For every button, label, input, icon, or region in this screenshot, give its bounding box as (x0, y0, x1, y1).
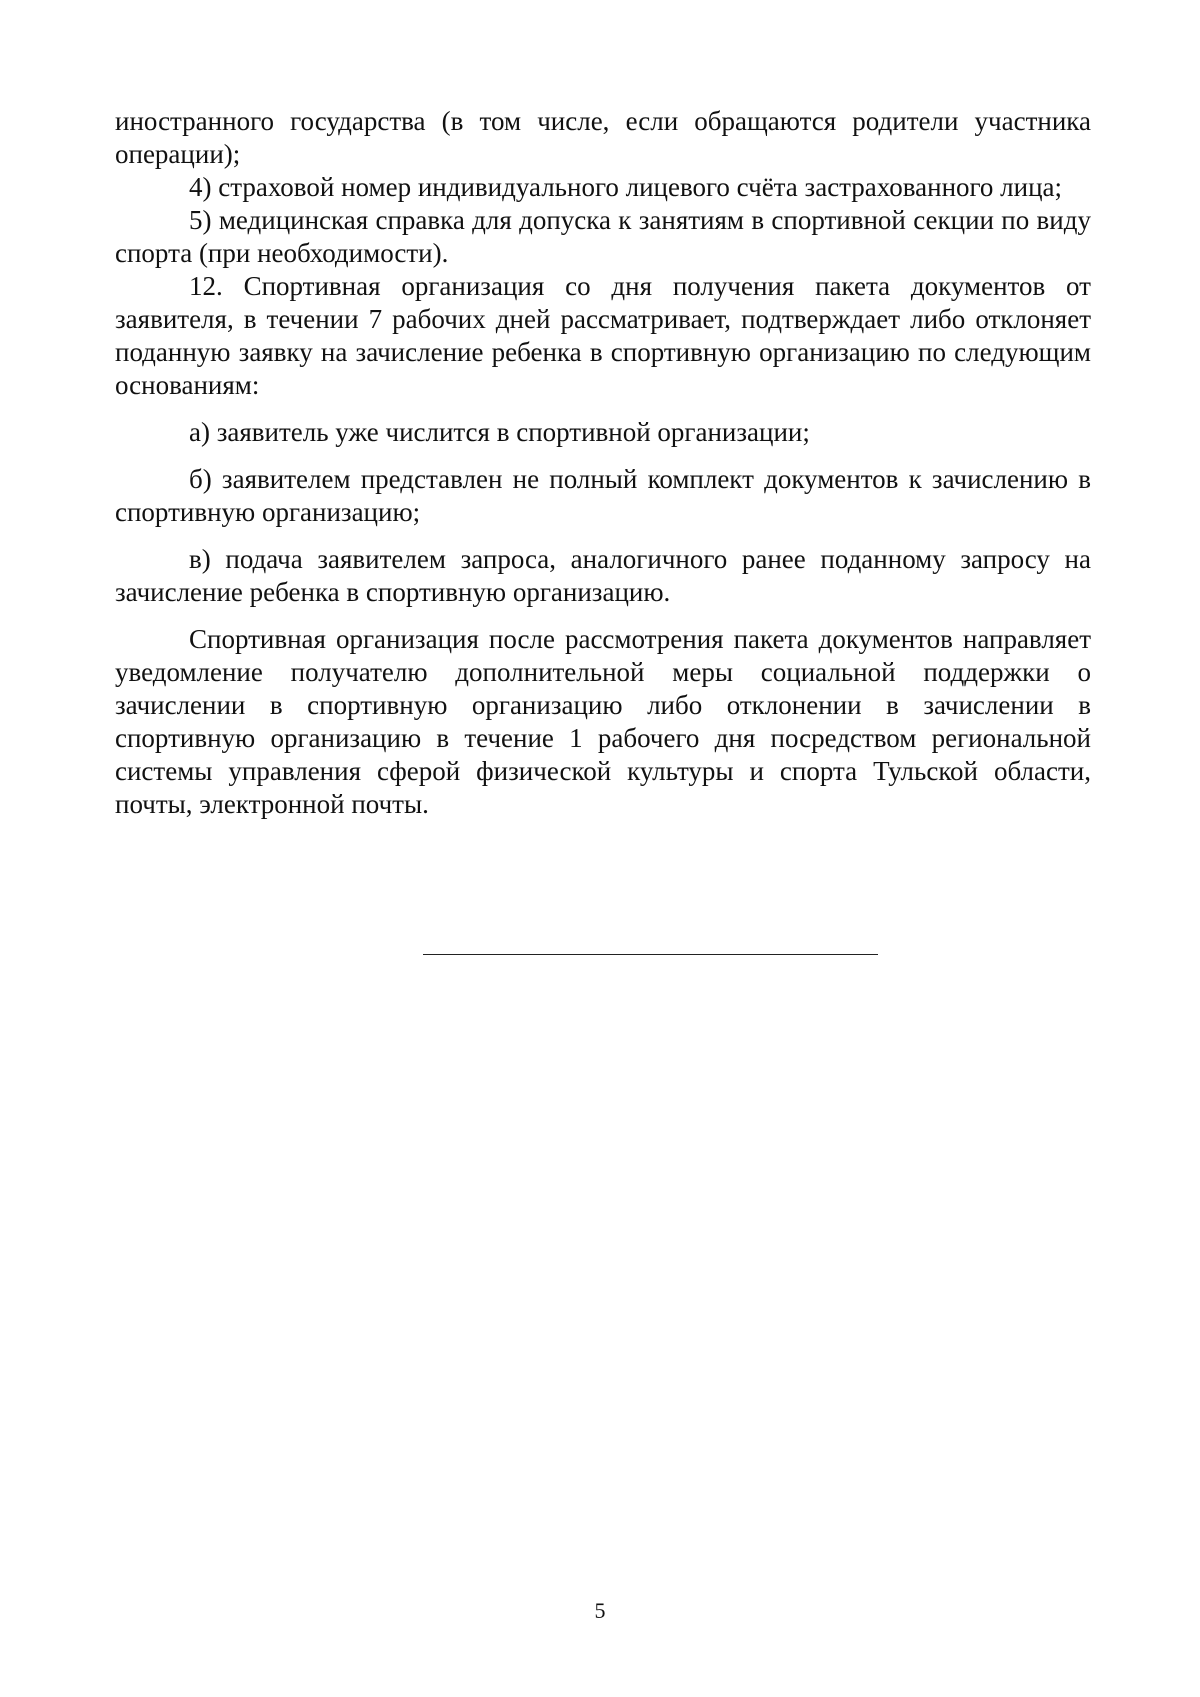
end-rule-divider (423, 954, 878, 955)
paragraph-item-v: в) подача заявителем запроса, аналогичного ранее поданному запросу на зачисление ребенка в спортивную организацию. (115, 544, 1091, 607)
paragraph-item-a: а) заявитель уже числится в спортивной организации; (189, 417, 810, 447)
paragraph-continuation: иностранного государства (в том числе, если обращаются родители участника операции); (115, 106, 1091, 169)
paragraph-item-4: 4) страховой номер индивидуального лицевого счёта застрахованного лица; (189, 172, 1063, 202)
paragraph-notification: Спортивная организация после рассмотрения пакета документов направляет уведомление получателю дополнительной меры социальной поддержки о зачислении в спортивную организацию либо отклонении в зачислении в спортивную организацию в течение 1 рабочего дня посредством региональной системы управления сферой физической культуры и спорта Тульской области, почты, электронной почты. (115, 624, 1091, 819)
paragraph-item-b: б) заявителем представлен не полный комплект документов к зачислению в спортивную организацию; (115, 464, 1091, 527)
page-number: 5 (594, 1598, 606, 1623)
paragraph-section-12: 12. Спортивная организация со дня получения пакета документов от заявителя, в течении 7 рабочих дней рассматривает, подтверждает либо отклоняет поданную заявку на зачисление ребенка в спортивную организацию по следующим основаниям: (115, 271, 1091, 400)
document-body (115, 105, 1091, 821)
paragraph-item-5: 5) медицинская справка для допуска к занятиям в спортивной секции по виду спорта (при необходимости). (115, 205, 1091, 268)
